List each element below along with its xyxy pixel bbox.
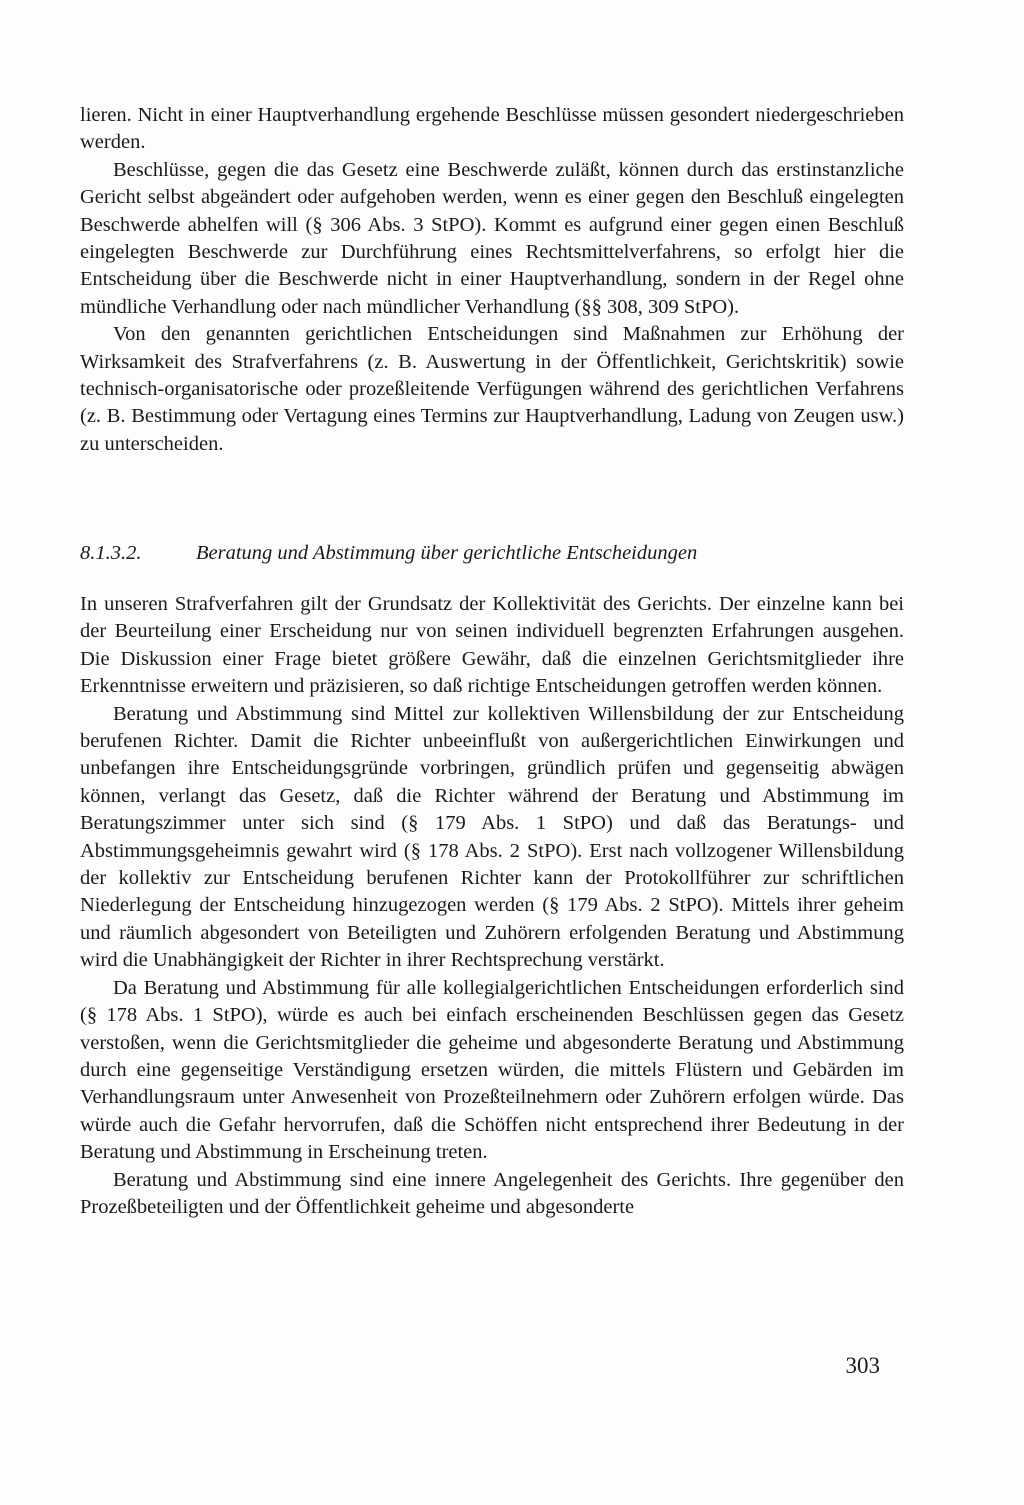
page-number: 303 <box>845 1353 880 1378</box>
paragraph-innere-angelegenheit: Beratung und Abstimmung sind eine innere Angelegenheit des Gerichts. Ihre gegenüber den Prozeßbeteiligten und der Öffentlichkeit geheime und abgesonderte <box>80 1168 904 1218</box>
text-section-lower <box>80 591 904 1221</box>
paragraph-continuation: lieren. Nicht in einer Hauptverhandlung ergehende Beschlüsse müssen gesondert niedergeschrieben werden. <box>80 104 904 154</box>
section-title: Beratung und Abstimmung über gerichtliche Entscheidungen <box>196 542 698 564</box>
paragraph-kollegialgericht: Da Beratung und Abstimmung für alle kollegialgerichtlichen Entscheidungen erforderlich sind (§ 178 Abs. 1 StPO), würde es auch bei einfach erscheinenden Beschlüssen gegen das Gesetz verstoßen, wenn die Gerichtsmitglieder die geheime und abgesonderte Beratung und Abstimmung durch eine gegenseitige Verständigung ersetzen würden, die mittels Flüstern und Gebärden im Verhandlungsraum unter Anwesenheit von Prozeßteilnehmern oder Zuhörern erfolgen würde. Das würde auch die Gefahr hervorrufen, daß die Schöffen nicht entsprechend ihrer Bedeutung in der Beratung und Abstimmung in Erscheinung treten. <box>80 976 904 1164</box>
paragraph-kollektivitaet: In unseren Strafverfahren gilt der Grundsatz der Kollektivität des Gerichts. Der einzelne kann bei der Beurteilung einer Erscheidung nur von seinen individuell begrenzten Erfahrungen ausgehen. Die Diskussion einer Frage bietet größere Gewähr, daß die einzelnen Gerichtsmitglieder ihre Erkenntnisse erweitern und präzisieren, so daß richtige Entscheidungen getroffen werden können. <box>80 593 904 698</box>
text-section-upper <box>80 102 904 458</box>
paragraph-willensbildung: Beratung und Abstimmung sind Mittel zur kollektiven Willensbildung der zur Entscheidung berufenen Richter. Damit die Richter unbeeinflußt von außergerichtlichen Einwirkungen und unbefangen ihre Entscheidungsgründe vorbringen, gründlich prüfen und gegenseitig abwägen können, verlangt das Gesetz, daß die Richter während der Beratung und Abstimmung im Beratungszimmer unter sich sind (§ 179 Abs. 1 StPO) und daß das Beratungs- und Abstimmungsgeheimnis gewahrt wird (§ 178 Abs. 2 StPO). Erst nach vollzogener Willensbildung der kollektiv zur Entscheidung berufenen Richter kann der Protokollführer zur schriftlichen Niederlegung der Entscheidung hinzugezogen werden (§ 179 Abs. 2 StPO). Mittels ihrer geheim und räumlich abgesondert von Beteiligten und Zuhörern erfolgenden Beratung und Abstimmung wird die Unabhängigkeit der Richter in ihrer Rechtsprechung verstärkt. <box>80 702 904 972</box>
section-number: 8.1.3.2. <box>80 542 142 564</box>
paragraph-beschwerde: Beschlüsse, gegen die das Gesetz eine Beschwerde zuläßt, können durch das erstinstanzliche Gericht selbst abgeändert oder aufgehoben werden, wenn es einer gegen den Beschluß eingelegten Beschwerde abhelfen will (§ 306 Abs. 3 StPO). Kommt es aufgrund einer gegen einen Beschluß eingelegten Beschwerde zur Durchführung eines Rechtsmittelverfahrens, so erfolgt hier die Entscheidung über die Beschwerde nicht in einer Hauptverhandlung, sondern in der Regel ohne mündliche Verhandlung oder nach mündlicher Verhandlung (§§ 308, 309 StPO). <box>80 158 904 318</box>
section-heading <box>80 540 904 567</box>
paragraph-massnahmen: Von den genannten gerichtlichen Entscheidungen sind Maßnahmen zur Erhöhung der Wirksamkeit des Strafverfahrens (z. B. Auswertung in der Öffentlichkeit, Gerichtskritik) sowie technisch-organisatorische oder prozeßleitende Verfügungen während des gerichtlichen Verfahrens (z. B. Bestimmung oder Vertagung eines Termins zur Hauptverhandlung, Ladung von Zeugen usw.) zu unterscheiden. <box>80 323 904 455</box>
